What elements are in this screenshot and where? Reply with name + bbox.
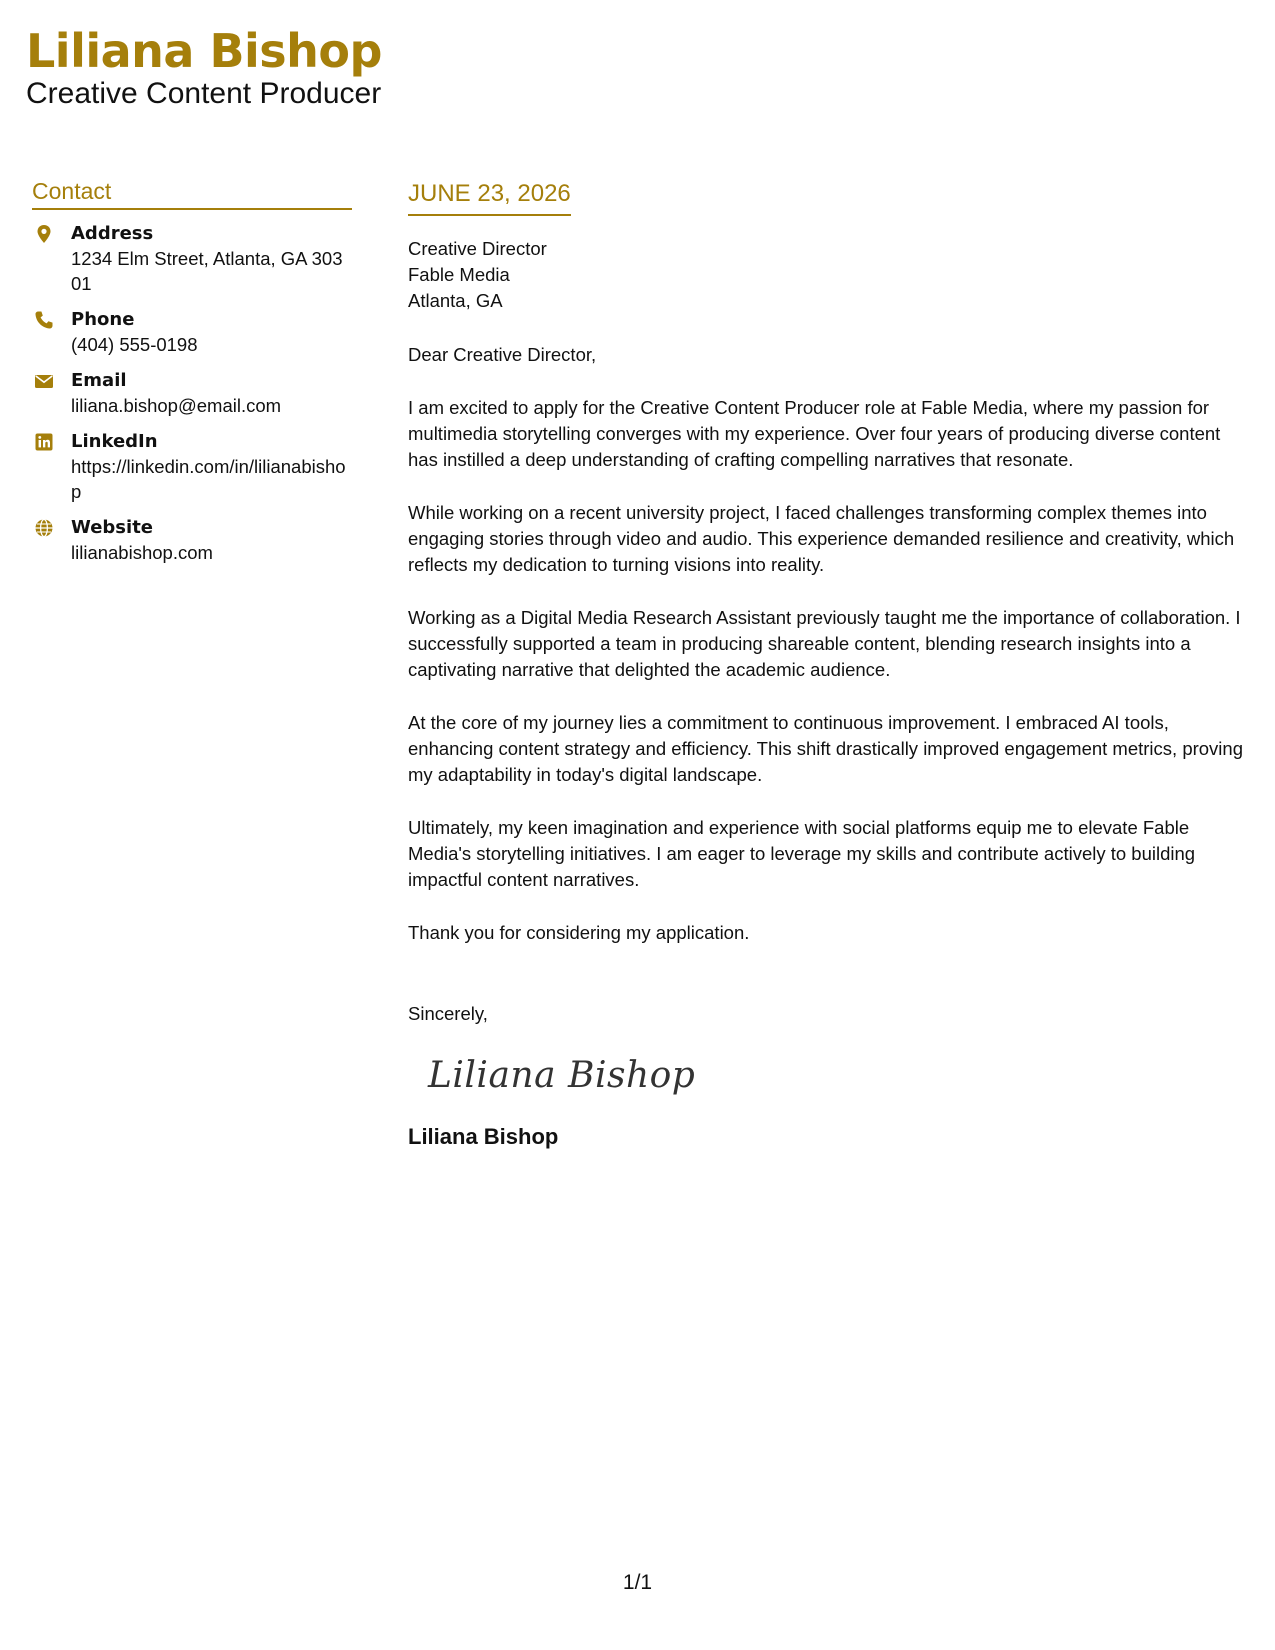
letter-date: JUNE 23, 2026 [408, 178, 571, 216]
website-value[interactable]: lilianabishop.com [71, 542, 213, 563]
recipient-title: Creative Director [408, 238, 547, 259]
phone-label: Phone [71, 309, 135, 330]
applicant-name: Liliana Bishop [26, 24, 382, 78]
recipient-block [408, 236, 1254, 314]
contact-website [32, 516, 352, 565]
salutation: Dear Creative Director, [408, 344, 597, 365]
email-label: Email [71, 370, 127, 391]
contact-address [32, 222, 352, 296]
contact-heading: Contact [32, 176, 352, 210]
closing: Sincerely, [408, 1003, 488, 1024]
map-pin-icon [34, 224, 54, 244]
signature: Liliana Bishop [428, 1055, 696, 1096]
phone-icon [34, 310, 54, 330]
paragraph-3: Working as a Digital Media Research Assistant previously taught me the importance of collaboration. I successfully supported a team in producing shareable content, blending research insights into a captivating narrative that delighted the academic audience. [408, 607, 1241, 680]
linkedin-value[interactable]: https://linkedin.com/in/lilianabishop [71, 456, 346, 502]
address-label: Address [71, 223, 154, 244]
envelope-icon [34, 371, 54, 391]
applicant-title: Creative Content Producer [26, 77, 382, 110]
paragraph-5: Ultimately, my keen imagination and experience with social platforms equip me to elevate Fable Media's storytelling initiatives. I am eager to leverage my skills and contribute actively to building impactful content narratives. [408, 817, 1196, 890]
letter-body [408, 178, 1254, 1151]
paragraph-4: At the core of my journey lies a commitment to continuous improvement. I embraced AI tools, enhancing content strategy and efficiency. This shift drastically improved engagement metrics, proving my adaptability in today's digital landscape. [408, 712, 1243, 785]
paragraph-2: While working on a recent university project, I faced challenges transforming complex themes into engaging stories through video and audio. This experience demanded resilience and creativity, which reflects my dedication to turning visions into reality. [408, 502, 1235, 575]
page-number: 1/1 [622, 1571, 653, 1594]
globe-icon [34, 518, 54, 538]
recipient-company: Fable Media [408, 264, 510, 285]
header [26, 22, 382, 112]
paragraph-1: I am excited to apply for the Creative Content Producer role at Fable Media, where my passion for multimedia storytelling converges with my experience. Over four years of producing diverse content has instilled a deep understanding of crafting compelling narratives that resonate. [408, 397, 1221, 470]
email-value: liliana.bishop@email.com [71, 395, 282, 416]
linkedin-icon [34, 432, 54, 452]
paragraph-6: Thank you for considering my application. [408, 922, 750, 943]
linkedin-label: LinkedIn [71, 431, 158, 452]
phone-value: (404) 555-0198 [71, 334, 198, 355]
contact-sidebar [32, 176, 352, 577]
contact-linkedin [32, 430, 352, 504]
address-value: 1234 Elm Street, Atlanta, GA 30301 [71, 248, 343, 294]
recipient-location: Atlanta, GA [408, 290, 503, 311]
signer-name: Liliana Bishop [408, 1124, 559, 1149]
contact-email [32, 369, 352, 418]
contact-phone [32, 308, 352, 357]
website-label: Website [71, 517, 154, 538]
